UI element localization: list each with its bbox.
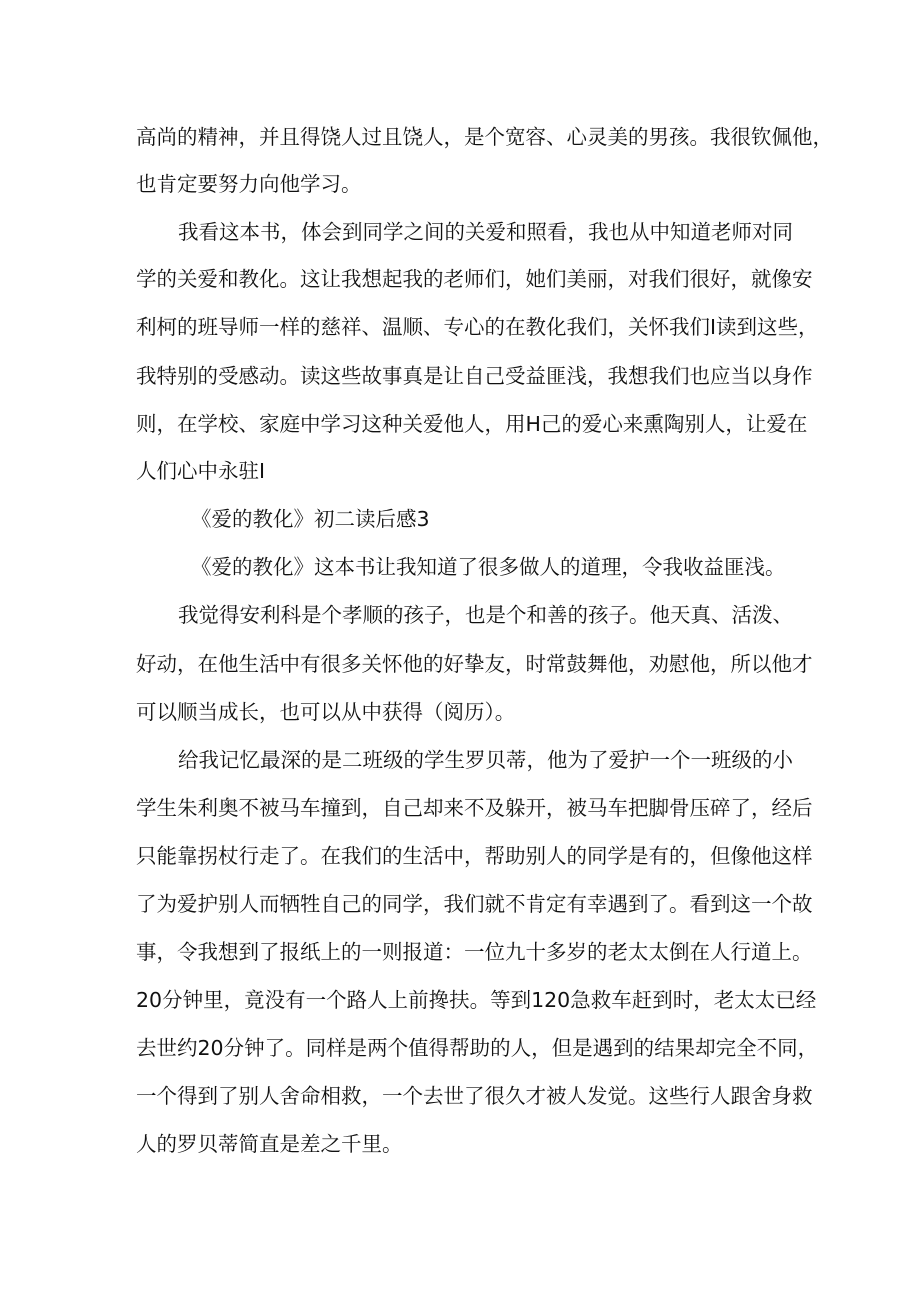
text-line: 则，在学校、家庭中学习这种关爱他人，用H己的爱心来熏陶别人，让爱在 <box>136 412 808 436</box>
text-line: 利柯的班导师一样的慈祥、温顺、专心的在教化我们，关怀我们I读到这些， <box>136 315 819 339</box>
text-line: 人的罗贝蒂简直是差之千里。 <box>136 1132 403 1156</box>
text-line: 好动，在他生活中有很多关怀他的好挚友，时常鼓舞他，劝慰他，所以他才 <box>136 652 813 676</box>
text-line: 了为爱护别人而牺牲自己的同学，我们就不肯定有幸遇到了。看到这一个故 <box>136 892 813 916</box>
text-line: 可以顺当成长，也可以从中获得（阅历）。 <box>136 700 516 724</box>
section-heading: 《爱的教化》初二读后感3 <box>191 507 430 531</box>
text-line: 事，令我想到了报纸上的一则报道：一位九十多岁的老太太倒在人行道上。 <box>136 940 813 964</box>
text-line: 一个得到了别人舍命相救，一个去世了很久才被人发觉。这些行人跟舍身救 <box>136 1084 813 1108</box>
text-line: 学的关爱和教化。这让我想起我的老师们，她们美丽，对我们很好，就像安 <box>136 267 813 291</box>
text-line: 去世约20分钟了。同样是两个值得帮助的人，但是遇到的结果却完全不同， <box>136 1036 819 1060</box>
text-line: 人们心中永驻I <box>136 459 266 483</box>
text-line: 给我记忆最深的是二班级的学生罗贝蒂，他为了爱护一个一班级的小 <box>178 748 793 772</box>
text-line: 我特别的受感动。读这些故事真是让自己受益匪浅，我想我们也应当以身作 <box>136 364 813 388</box>
text-line: 也肯定要努力向他学习。 <box>136 172 362 196</box>
text-line: 我看这本书，体会到同学之间的关爱和照看，我也从中知道老师对同 <box>178 220 793 244</box>
text-line: 我觉得安利科是个孝顺的孩子，也是个和善的孩子。他天真、活泼、 <box>178 603 793 627</box>
text-line: 《爱的教化》这本书让我知道了很多做人的道理，令我收益匪浅。 <box>191 555 786 579</box>
text-line: 20分钟里，竟没有一个路人上前搀扶。等到120急救车赶到时，老太太已经 <box>136 988 817 1012</box>
text-line: 高尚的精神，并且得饶人过且饶人，是个宽容、心灵美的男孩。我很钦佩他， <box>136 125 833 149</box>
text-line: 学生朱利奥不被马车撞到，自己却来不及躲开，被马车把脚骨压碎了，经后 <box>136 796 813 820</box>
text-line: 只能靠拐杖行走了。在我们的生活中，帮助别人的同学是有的，但像他这样 <box>136 844 813 868</box>
